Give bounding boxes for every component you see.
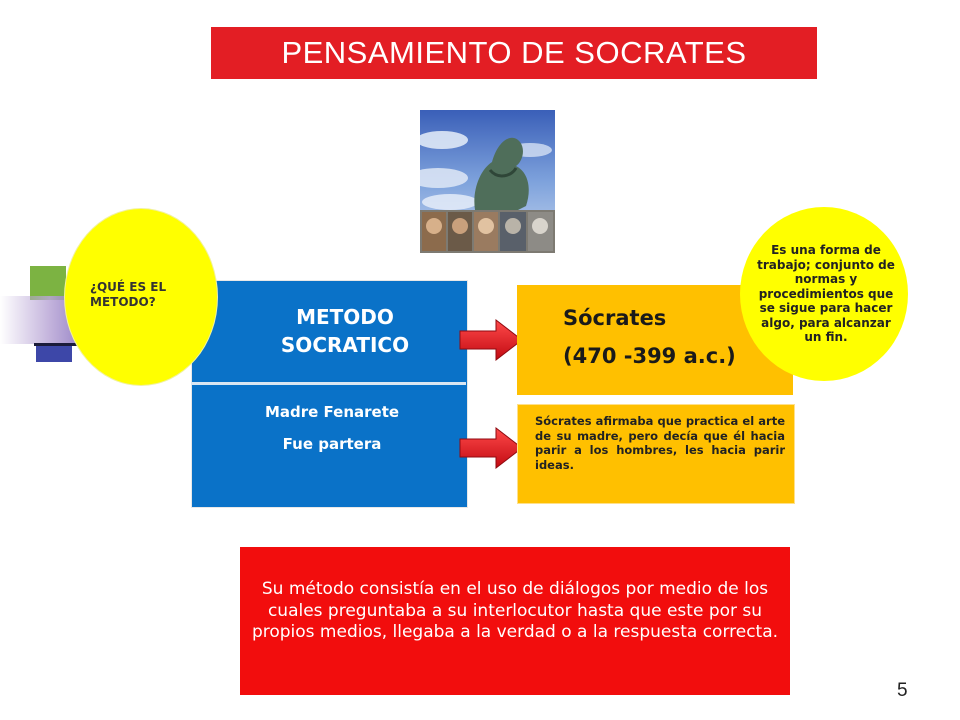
metodo-title-line1: METODO — [296, 305, 394, 329]
decorative-blue-block — [36, 344, 72, 362]
fue-partera-text: Fue partera — [282, 435, 382, 453]
socrates-dates: (470 -399 a.c.) — [563, 344, 736, 368]
right-arrow-icon — [458, 318, 524, 362]
metodo-socratico-title — [225, 303, 465, 359]
socrates-description: Sócrates afirmaba que practica el arte de su madre, pero decía que él hacia parir a los hombres, les hacia parir ideas. — [535, 414, 785, 472]
question-text: ¿QUÉ ES EL METODO? — [90, 280, 167, 309]
method-definition: Es una forma de trabajo; conjunto de normas y procedimientos que se sigue para hacer algo, para alcanzar un fin. — [757, 243, 895, 344]
right-arrow-icon — [458, 426, 524, 470]
madre-fenarete-text: Madre Fenarete — [264, 403, 400, 421]
metodo-title-line2: SOCRATICO — [280, 333, 410, 357]
thinker-statue-collage — [420, 110, 555, 253]
thinker-statue-image — [420, 110, 555, 253]
slide-title: PENSAMIENTO DE SOCRATES — [211, 27, 817, 79]
method-summary-text: Su método consistía en el uso de diálogos por medio de los cuales preguntaba a su interlocutor hasta que este por su propios medios, llegaba a la verdad o a la respuesta correcta. — [251, 579, 779, 642]
page-number: 5 — [897, 680, 908, 701]
decorative-green-square — [30, 266, 66, 300]
box-divider — [191, 382, 466, 385]
socrates-name: Sócrates — [563, 306, 667, 330]
